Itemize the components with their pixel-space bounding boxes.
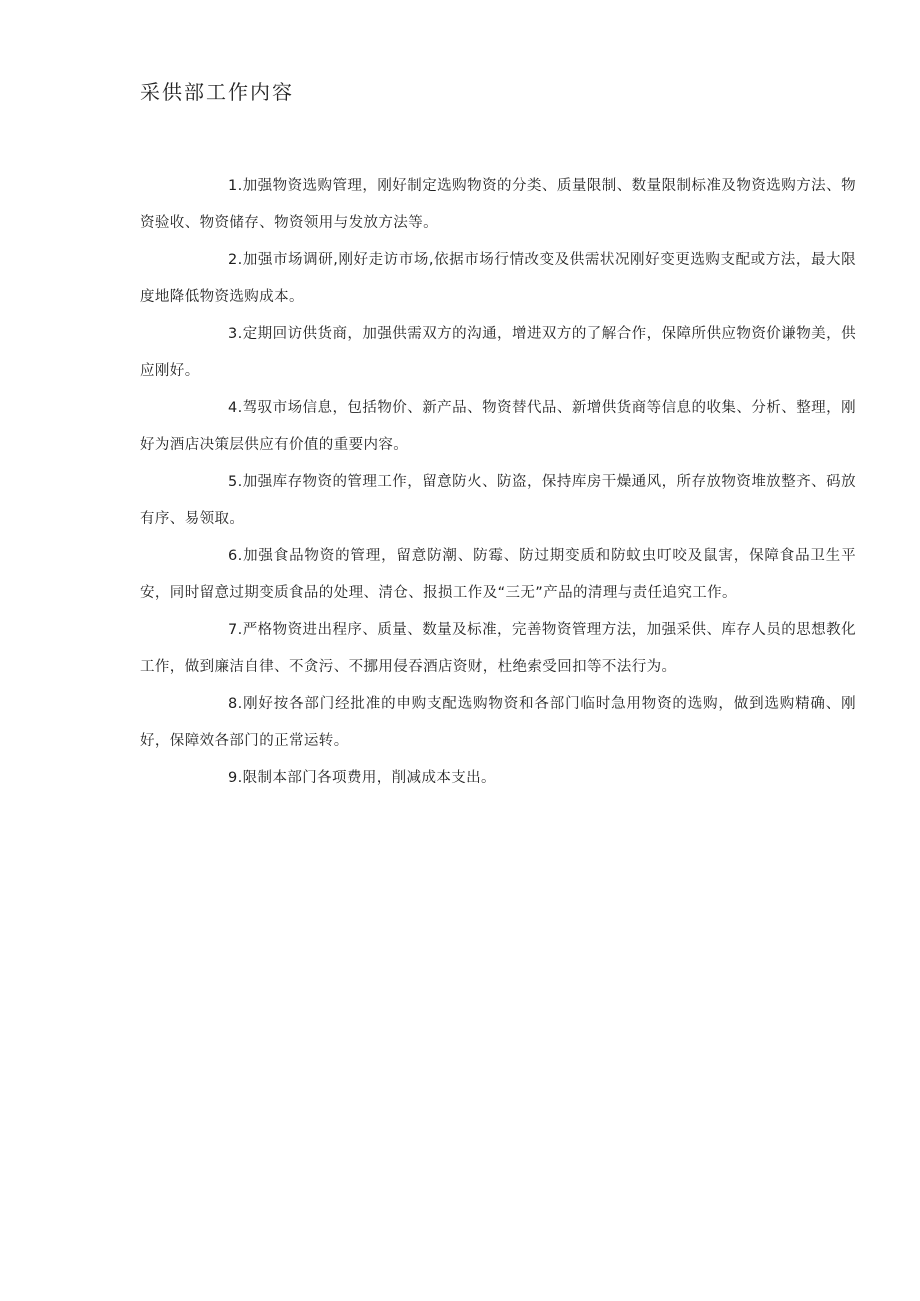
list-item [140,538,856,612]
item-number: 1 [228,178,238,194]
list-item [140,612,856,686]
document-title: 采供部工作内容 [140,80,294,104]
item-text: .加强食品物资的管理，留意防潮、防霉、防过期变质和防蚊虫叮咬及鼠害，保障食品卫生平安，同时留意过期变质食品的处理、清仓、报损工作及“三无”产品的清理与责任追究工作。 [140,548,856,601]
work-content-list [140,168,856,797]
item-number: 8 [228,696,238,712]
list-item [140,686,856,760]
list-item [140,168,856,242]
item-text: .定期回访供货商，加强供需双方的沟通，增进双方的了解合作，保障所供应物资价谦物美，供应刚好。 [140,326,856,379]
item-number: 9 [228,770,238,786]
item-number: 6 [228,548,238,564]
item-text: .严格物资进出程序、质量、数量及标准，完善物资管理方法，加强采供、库存人员的思想教化工作，做到廉洁自律、不贪污、不挪用侵吞酒店资财，杜绝索受回扣等不法行为。 [140,622,856,675]
list-item [140,390,856,464]
item-number: 2 [228,252,238,268]
item-text: .加强库存物资的管理工作，留意防火、防盗，保持库房干燥通风，所存放物资堆放整齐、码放有序、易领取。 [140,474,856,527]
item-text: .刚好按各部门经批准的申购支配选购物资和各部门临时急用物资的选购，做到选购精确、刚好，保障效各部门的正常运转。 [140,696,856,749]
item-text: .加强市场调研,刚好走访市场,依据市场行情改变及供需状况刚好变更选购支配或方法，最大限度地降低物资选购成本。 [140,252,856,305]
item-number: 4 [228,400,238,416]
list-item [140,242,856,316]
item-number: 5 [228,474,238,490]
item-text: .加强物资选购管理，刚好制定选购物资的分类、质量限制、数量限制标准及物资选购方法、物资验收、物资储存、物资领用与发放方法等。 [140,178,856,231]
list-item [140,464,856,538]
list-item [140,760,856,797]
item-number: 3 [228,326,238,342]
item-number: 7 [228,622,238,638]
item-text: .驾驭市场信息，包括物价、新产品、物资替代品、新增供货商等信息的收集、分析、整理，刚好为酒店决策层供应有价值的重要内容。 [140,400,856,453]
item-text: .限制本部门各项费用，削减成本支出。 [237,770,496,786]
list-item [140,316,856,390]
